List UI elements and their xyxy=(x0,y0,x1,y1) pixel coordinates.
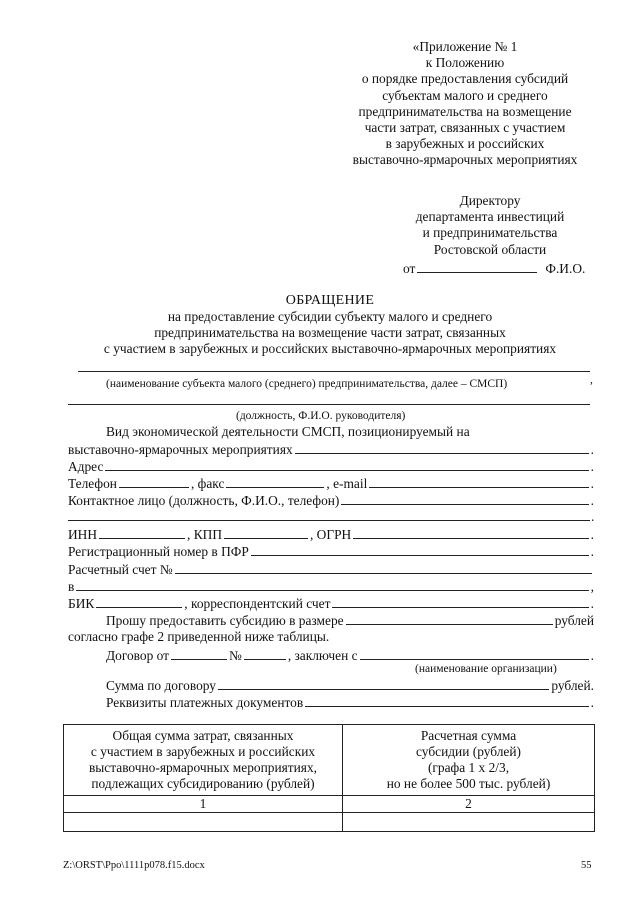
contract-sum-line xyxy=(68,677,594,693)
contract-org-field[interactable] xyxy=(360,647,589,660)
appendix-line: выставочно-ярмарочных мероприятиях xyxy=(352,152,578,168)
appendix-line: о порядке предоставления субсидий xyxy=(361,71,569,87)
subsidy-table xyxy=(63,724,595,832)
contract-sum-label: Сумма по договору xyxy=(106,678,216,693)
title-line: на предоставление субсидии субъекту малого и среднего xyxy=(167,309,493,324)
account-label: Расчетный счет № xyxy=(68,562,173,577)
footer-path: Z:\ORST\Ppo\1111p078.f15.docx xyxy=(63,860,205,871)
concluded-label: , заключен с xyxy=(287,648,358,663)
appendix-line: в зарубежных и российских xyxy=(385,136,545,152)
pfr-field[interactable] xyxy=(251,543,589,556)
head-caption: (должность, Ф.И.О. руководителя) xyxy=(236,410,406,422)
inn-field[interactable] xyxy=(99,526,185,539)
fio-label: Ф.И.О. xyxy=(545,261,586,276)
phone-label: Телефон xyxy=(68,476,117,491)
contract-date-field[interactable] xyxy=(171,647,227,660)
fax-label: , факс xyxy=(190,476,225,491)
request-line xyxy=(68,612,594,628)
request-label: Прошу предоставить субсидию в размере xyxy=(106,613,344,628)
address-line: Адрес . xyxy=(68,459,594,474)
request-label-2: согласно графе 2 приведенной ниже таблицы. xyxy=(68,629,330,644)
contact-field-2[interactable] xyxy=(68,520,590,521)
table-row xyxy=(64,796,595,813)
table-input-cell[interactable] xyxy=(64,813,343,832)
from-label: от xyxy=(403,261,416,276)
contract-line: Договор от № , заключен с . xyxy=(106,648,594,663)
table-header-cell: Расчетная сумма субсидии (рублей) (графа 1 х 2/3, но не более 500 тыс. рублей) xyxy=(343,725,595,796)
addressee-block xyxy=(390,193,590,258)
ogrn-label: , ОГРН xyxy=(309,527,352,542)
contract-number-field[interactable] xyxy=(244,647,286,660)
phone-field[interactable] xyxy=(119,475,189,488)
rubles-label: рублей xyxy=(554,613,594,628)
addressee-line: и предпринимательства xyxy=(422,225,558,241)
activity-line-2: выставочно-ярмарочных мероприятиях . xyxy=(68,442,594,457)
fax-field[interactable] xyxy=(226,475,324,488)
appendix-line: части затрат, связанных с участием xyxy=(364,120,566,136)
smsp-name-field[interactable] xyxy=(78,371,590,372)
title-line: с участием в зарубежных и российских выставочно-ярмарочных мероприятиях xyxy=(103,341,557,356)
head-field[interactable] xyxy=(68,404,590,405)
account-field[interactable] xyxy=(175,561,592,574)
activity-line-1 xyxy=(68,424,594,440)
address-label: Адрес xyxy=(68,459,104,474)
inn-line: ИНН , КПП , ОГРН . xyxy=(68,527,594,542)
pfr-line: Регистрационный номер в ПФР . xyxy=(68,544,594,559)
inn-label: ИНН xyxy=(68,527,98,542)
appendix-line: к Положению xyxy=(425,55,505,71)
corr-label: , корреспондентский счет xyxy=(184,596,331,611)
addressee-line: департамента инвестиций xyxy=(415,209,565,225)
contract-sum-field[interactable] xyxy=(218,677,549,690)
activity-field[interactable] xyxy=(295,441,589,454)
bik-label: БИК xyxy=(68,596,95,611)
pfr-label: Регистрационный номер в ПФР xyxy=(68,544,249,559)
activity-label: Вид экономической деятельности СМСП, позиционируемый на xyxy=(106,424,470,439)
page-title: ОБРАЩЕНИЕ xyxy=(285,293,375,308)
title-block xyxy=(60,292,600,357)
kpp-label: , КПП xyxy=(187,527,222,542)
contact-label: Контактное лицо (должность, Ф.И.О., телефон) xyxy=(68,493,340,508)
addressee-line: Директору xyxy=(459,193,521,208)
appendix-header xyxy=(330,39,600,169)
email-field[interactable] xyxy=(369,475,588,488)
email-label: , e-mail xyxy=(326,476,368,491)
table-input-cell[interactable] xyxy=(343,813,595,832)
smsp-caption: (наименование субъекта малого (среднего) предпринимательства, далее – СМСП) xyxy=(106,378,508,390)
phone-line: Телефон , факс , e-mail . xyxy=(68,476,594,491)
ogrn-field[interactable] xyxy=(353,526,588,539)
bank-label: в xyxy=(68,579,75,594)
document-page: «Приложение № 1 к Положению о порядке предоставления субсидий субъектам малого и среднего предпринимательства на возмещение части затрат, связанных с участием в зарубежных и российских выставочно-ярмарочных мероприятиях Директору департамента инвестиций и предпринимательства Ростовской области от Ф.И.О. ОБРАЩЕНИЕ на предоставление субсидии субъекту малого и среднего предпринимательства на возмещение части затрат, связанных с участием в зарубежных и российских выставочно-ярмарочных мероприятиях , (наименование субъекта малого (среднего) предпринимательства, далее – СМСП) (должность, Ф.И.О. руководителя) Вид экономической деятельности СМСП, позиционируемый на выставочно-ярмарочных мероприятиях . Адрес . Телефон , факс , e-mail . Контактное лицо (должность, Ф.И.О., телефон) . . ИНН , КПП , ОГРН . Регистрационный номер в ПФР . Расчетный счет № в , БИК , корреспондентский счет . Прошу предоставить субсидию в размере рублей согласно графе 2 приведенной ниже таблицы. Договор от № , заключен с . (наименование организации) Сумма по договору рублей. Реквизиты платежных документов . Общая сумма затрат, связанных с участием в зарубежных и российских выставочно-ярмарочных мероприятиях, подлежащих субсидированию (рублей) Расчетная сумма субсидии (рублей) (графа 1 х 2/3, но не более 500 тыс. рублей) 1 2 Z:\ORST\Ppo\1111p078.f15.docx 55 xyxy=(0,0,640,905)
appendix-line: «Приложение № 1 xyxy=(412,39,518,54)
page-number: 55 xyxy=(581,860,592,871)
appendix-line: предпринимательства на возмещение xyxy=(358,103,572,119)
org-caption: (наименование организации) xyxy=(415,663,557,675)
request-amount-field[interactable] xyxy=(346,612,553,625)
table-header-cell: Общая сумма затрат, связанных с участием в зарубежных и российских выставочно-ярмарочных мероприятиях, подлежащих субсидированию (рублей) xyxy=(64,725,343,796)
kpp-field[interactable] xyxy=(224,526,308,539)
contract-label: Договор от xyxy=(106,648,170,663)
activity-label-2: выставочно-ярмарочных мероприятиях xyxy=(68,442,293,457)
from-blank[interactable] xyxy=(417,260,537,273)
account-line xyxy=(68,561,594,577)
table-cell: 1 xyxy=(64,796,343,813)
bank-line: в , xyxy=(68,579,594,594)
table-cell: 2 xyxy=(343,796,595,813)
contact-field[interactable] xyxy=(341,492,588,505)
payment-docs-field[interactable] xyxy=(305,694,588,707)
appendix-line: субъектам малого и среднего xyxy=(382,87,548,103)
payment-docs-line: Реквизиты платежных документов . xyxy=(106,695,594,710)
bank-field[interactable] xyxy=(76,578,588,591)
from-line xyxy=(403,260,593,276)
bik-field[interactable] xyxy=(96,595,182,608)
addressee-line: Ростовской области xyxy=(433,241,547,257)
table-row xyxy=(64,813,595,832)
rubles-dot-label: рублей. xyxy=(551,678,594,693)
payment-docs-label: Реквизиты платежных документов xyxy=(106,695,304,710)
number-sign: № xyxy=(229,648,242,663)
address-field[interactable] xyxy=(105,458,588,471)
bik-line: БИК , корреспондентский счет . xyxy=(68,596,594,611)
request-line-2 xyxy=(68,629,594,645)
contact-line: Контактное лицо (должность, Ф.И.О., телефон) . xyxy=(68,493,594,508)
title-line: предпринимательства на возмещение части затрат, связанных xyxy=(154,325,506,340)
corr-field[interactable] xyxy=(332,595,588,608)
table-header-row xyxy=(64,725,595,796)
